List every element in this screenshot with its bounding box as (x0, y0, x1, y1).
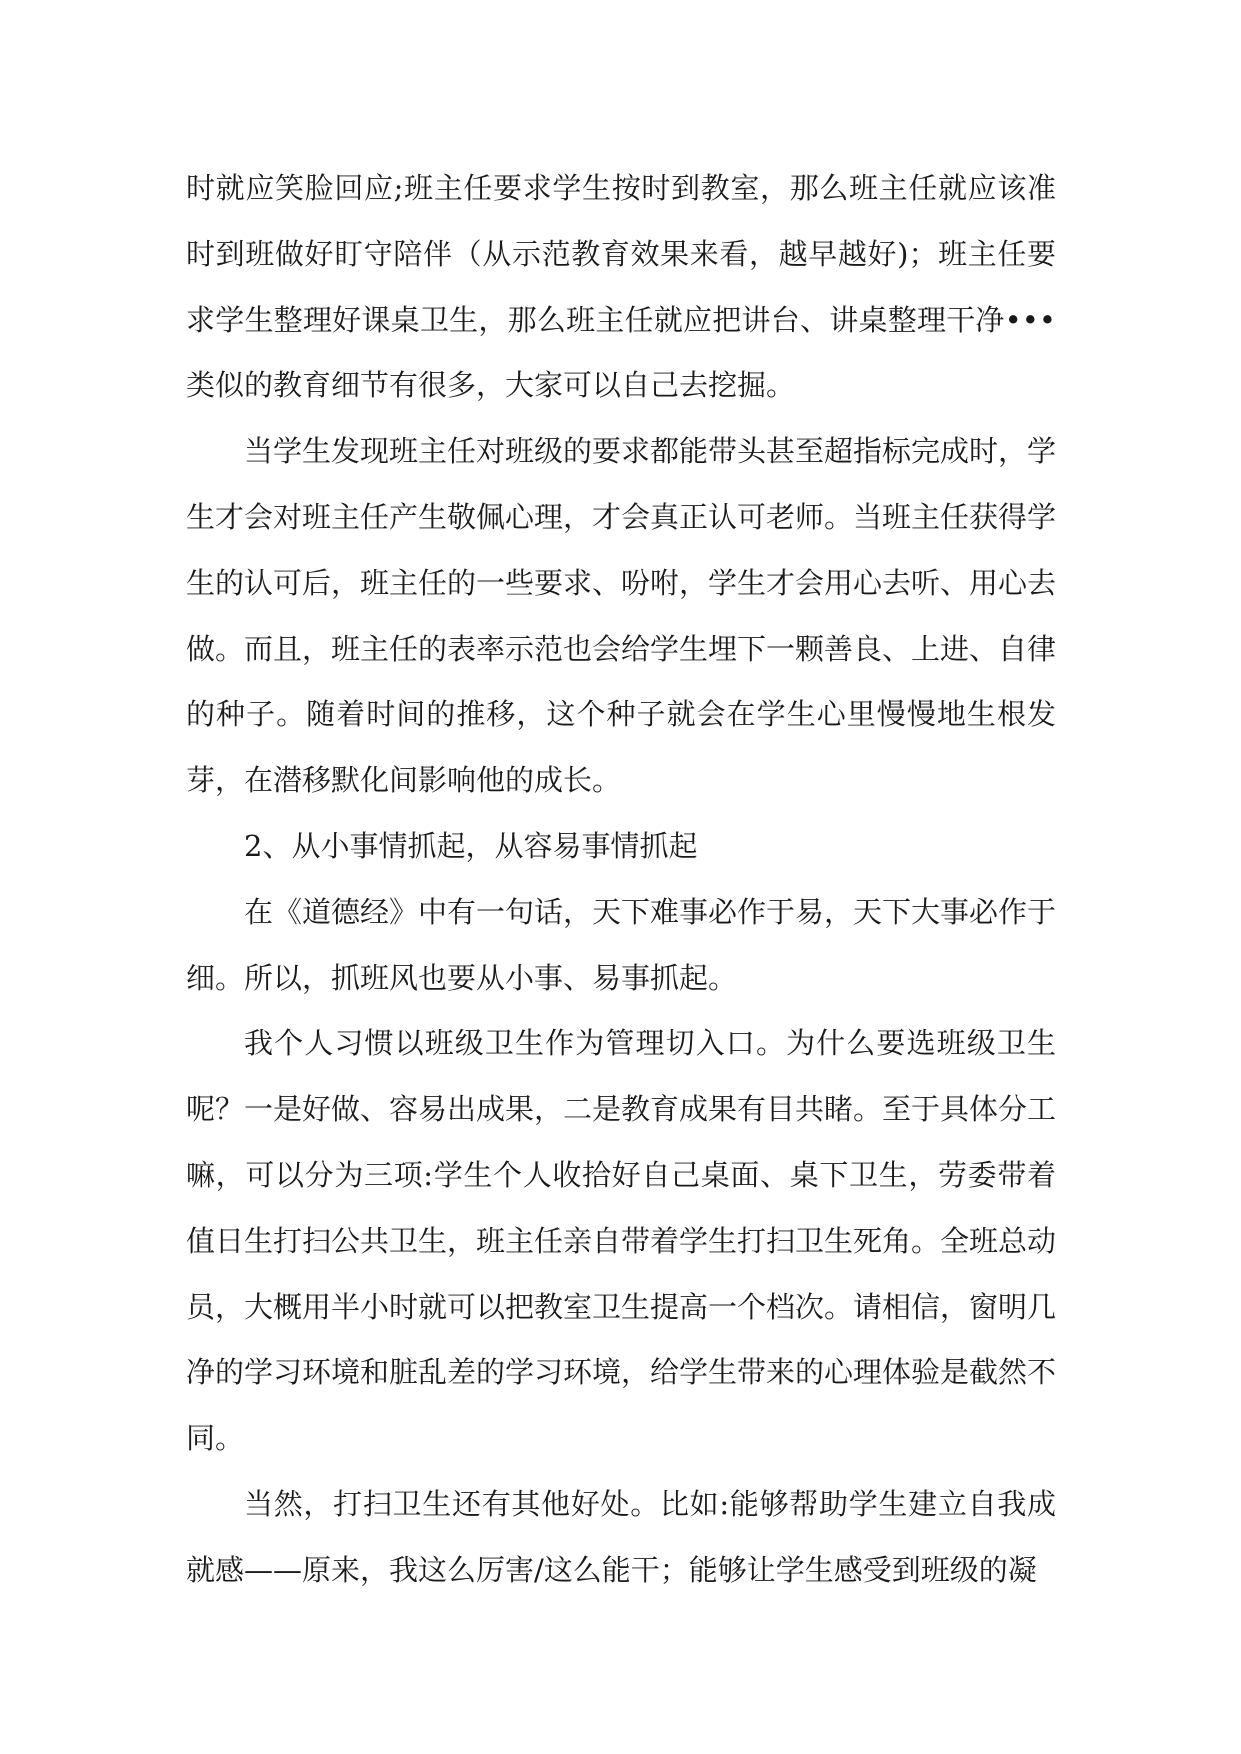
paragraph-3: 在《道德经》中有一句话，天下难事必作于易，天下大事必作于细。所以，抓班风也要从小事、易事抓起。 (186, 894, 1057, 995)
body-text (186, 156, 1056, 1604)
paragraph-5: 当然，打扫卫生还有其他好处。比如:能够帮助学生建立自我成就感——原来，我这么厉害/这么能干；能够让学生感受到班级的凝 (186, 1486, 1056, 1587)
paragraph-4: 我个人习惯以班级卫生作为管理切入口。为什么要选班级卫生呢？一是好做、容易出成果，二是教育成果有目共睹。至于具体分工嘛，可以分为三项:学生个人收拾好自己桌面、桌下卫生，劳委带着值日生打扫公共卫生，班主任亲自带着学生打扫卫生死角。全班总动员，大概用半小时就可以把教室卫生提高一个档次。请相信，窗明几净的学习环境和脏乱差的学习环境，给学生带来的心理体验是截然不同。 (186, 1026, 1057, 1456)
paragraph-1: 时就应笑脸回应;班主任要求学生按时到教室，那么班主任就应该准时到班做好盯守陪伴（从示范教育效果来看，越早越好)；班主任要求学生整理好课桌卫生，那么班主任就应把讲台、讲桌整理干净•••类似的教育细节有很多，大家可以自己去挖掘。 (186, 171, 1056, 403)
paragraph-2: 当学生发现班主任对班级的要求都能带头甚至超指标完成时，学生才会对班主任产生敬佩心理，才会真正认可老师。当班主任获得学生的认可后，班主任的一些要求、吩咐，学生才会用心去听、用心去做。而且，班主任的表率示范也会给学生埋下一颗善良、上进、自律的种子。随着时间的推移，这个种子就会在学生心里慢慢地生根发芽，在潜移默化间影响他的成长。 (186, 434, 1057, 798)
section-heading: 2、从小事情抓起，从容易事情抓起 (244, 828, 698, 863)
